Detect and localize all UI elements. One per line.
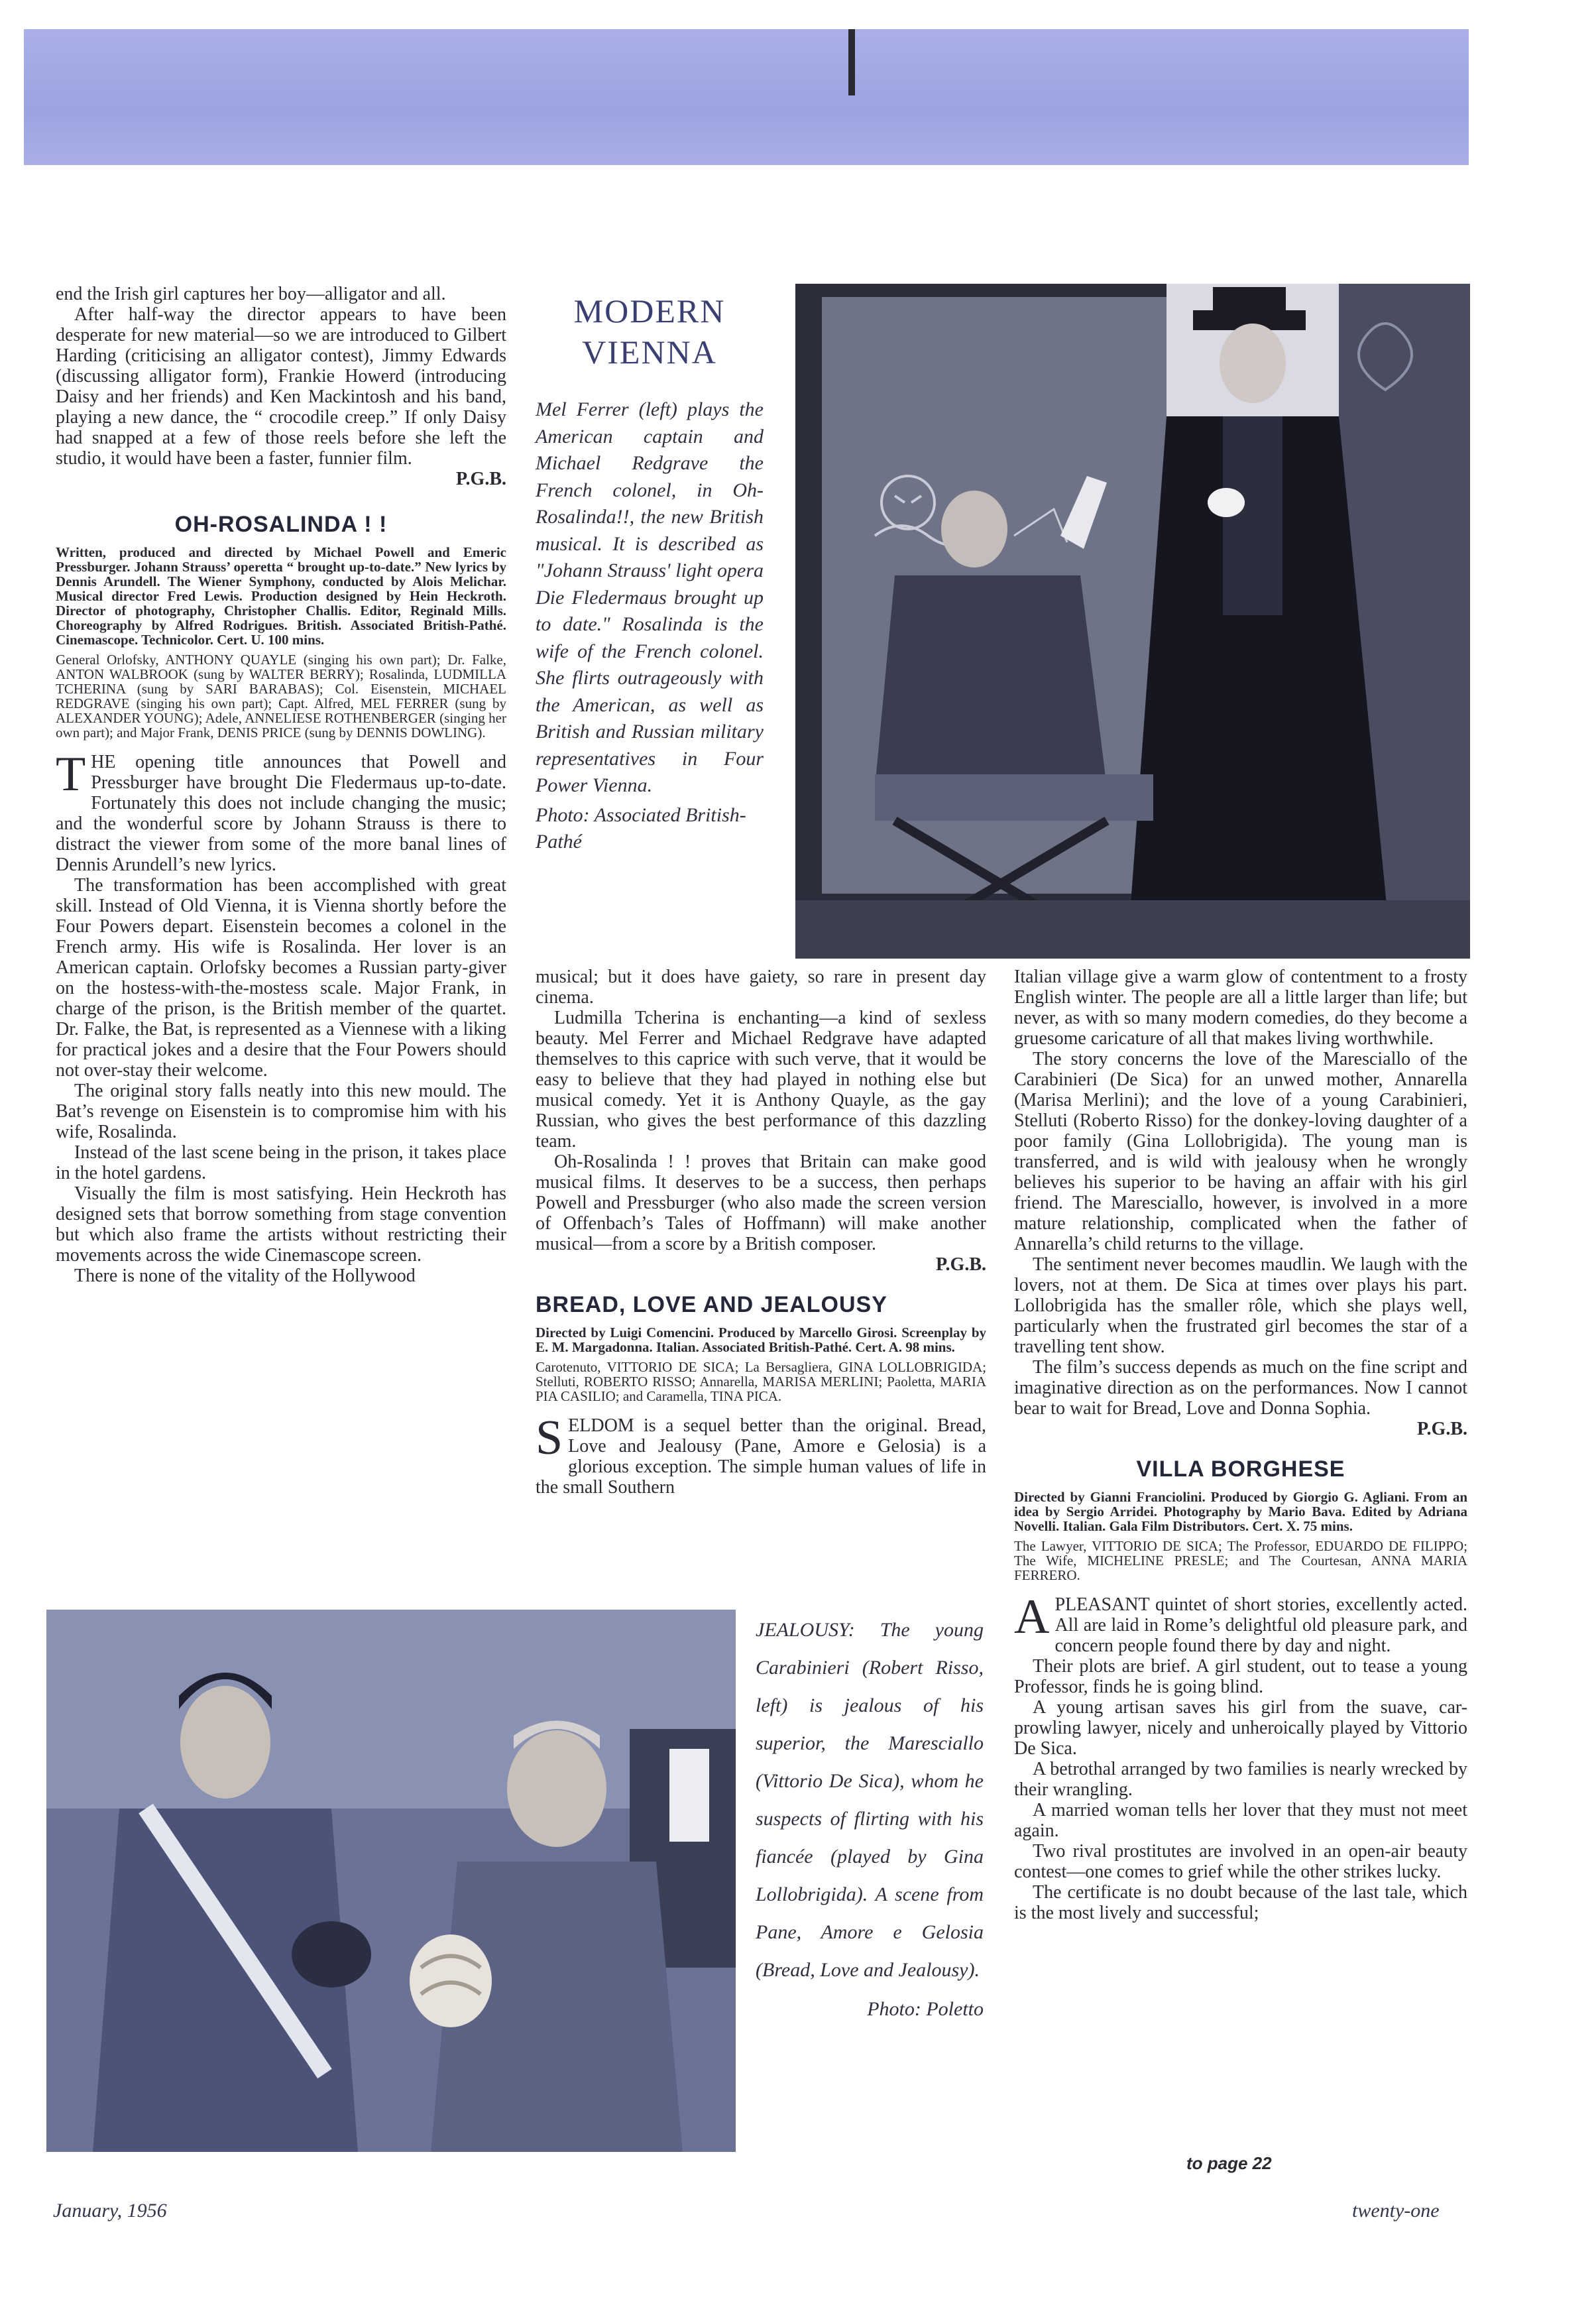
review-body-paragraph-4: Instead of the last scene being in the prison, it takes place in the hotel gardens. (56, 1142, 506, 1183)
villa-borghese-body-4: A betrothal arranged by two families is nearly wrecked by their wrangling. (1014, 1759, 1467, 1800)
col2-paragraph-3: Oh-Rosalinda ! ! proves that Britain can make good musical films. It deserves to be a success, then perhaps Powell and Pressburger (who also made the screen version of Offenbach’s Tales of Hoffmann) will make another musical—from a score by a British composer. (536, 1152, 986, 1254)
column-2 (536, 967, 986, 1498)
photo-illustration (46, 1610, 736, 2152)
col3-paragraph-2: The story concerns the love of the Maresciallo of the Carabinieri (De Sica) for an unwed mother, Annarella (Marisa Merlini); and the love of a young Carabinieri, Stelluti (Roberto Risso) for the donkey-loving daughter of a poor family (Gina Lollobrigida). The young man is transferred, and is wild with jealousy when he wrongly believes his superior to be having an affair with his girl friend. The Maresciallo, however, is involved in a more mature relationship, complicated when the father of Annarella’s child returns to the village. (1014, 1049, 1467, 1254)
bottom-photo-caption: JEALOUSY: The young Carabinieri (Robert Risso, left) is jealous of his superior, the Maresciallo (Vittorio De Sica), whom he suspects of flirting with his fiancée (played by Gina Lollobrigida). A scene from Pane, Amore e Gelosia (Bread, Love and Jealousy). Photo: Poletto (756, 1611, 984, 2028)
top-color-band (24, 29, 1469, 165)
review-body-paragraph-6: There is none of the vitality of the Hollywood (74, 1266, 416, 1286)
col2-paragraph-2: Ludmilla Tcherina is enchanting—a kind of sexless beauty. Mel Ferrer and Michael Redgrave have adapted themselves to this caprice with such verve, that it would be easy to believe that they had played in nothing else but musical comedy. Yet it is Anthony Quayle, as the gay Russian, who gives the best performance of this dazzling team. (536, 1008, 986, 1152)
cast-oh-rosalinda: General Orlofsky, ANTHONY QUAYLE (singing his own part); Dr. Falke, ANTON WALBROOK (sung by WALTER BERRY); Rosalinda, LUDMILLA TCHERINA (sung by SARI BARABAS); Col. Eisenstein, MICHAEL REDGRAVE (singing his own part); Capt. Alfred, MEL FERRER (sung by ALEXANDER YOUNG); Adele, ANNELIESE ROTHENBERGER (singing her own part); and Major Frank, DENIS PRICE (sung by DENNIS DOWLING). (56, 652, 506, 741)
dropcap: T (56, 747, 86, 801)
bread-love-body: SELDOM is a sequel better than the original. Bread, Love and Jealousy (Pane, Amore e Gelosia) is a glorious exception. The simple human values of life in the small Southern (536, 1411, 986, 1498)
col3-paragraph-1: Italian village give a warm glow of contentment to a frosty English winter. The people are all a little larger than life; but never, as with so many modern comedies, do they become a gruesome caricature of all that makes living worthwhile. (1014, 967, 1467, 1049)
review-title-oh-rosalinda: OH-ROSALINDA ! ! (174, 512, 388, 537)
band-mark (848, 29, 855, 95)
credits-oh-rosalinda: Written, produced and directed by Michael Powell and Emeric Pressburger. Johann Strauss’ operetta “ brought up-to-date.” New lyrics by Dennis Arundell. The Wiener Symphony, conducted by Alois Melichar. Musical director Fred Lewis. Production designed by Hein Heckroth. Director of photography, Christopher Challis. Editor, Reginald Mills. Choreography by Alfred Rodrigues. British. Associated British-Pathé. Cinemascope. Technicolor. Cert. U. 100 mins. (56, 544, 506, 648)
col2-paragraph-1: musical; but it does have gaiety, so rare in present day cinema. (536, 967, 986, 1008)
review-body-paragraph-2: The transformation has been accomplished with great skill. Instead of Old Vienna, it is Vienna shortly before the Four Powers depart. Eisenstein becomes a colonel in the French army. His wife is Rosalinda. Her lover is an American captain. Orlofsky becomes a Russian party-giver on the hostess-with-the-mostess scale. Major Frank, in charge of the prison, is the British member of the quartet. Dr. Falke, the Bat, is represented as a Viennese with a liking for practical jokes and a desire that the Four Powers should not over-stay their welcome. (56, 875, 506, 1081)
col3-paragraph-4: The film’s success depends as much on the fine script and imaginative direction as on the performances. Now I cannot bear to wait for Bread, Love and Donna Sophia. (1014, 1357, 1467, 1419)
villa-borghese-body-3: A young artisan saves his girl from the suave, car-prowling lawyer, nicely and unheroically played by Vittorio De Sica. (1014, 1697, 1467, 1759)
credits-bread-love-jealousy: Directed by Luigi Comencini. Produced by Marcello Girosi. Screenplay by E. M. Margadonna. Italian. Associated British-Pathé. Cert. A. 98 mins. (536, 1325, 986, 1355)
cast-bread-love-jealousy: Carotenuto, VITTORIO DE SICA; La Bersagliera, GINA LOLLOBRIGIDA; Stelluti, ROBERTO RISSO; Annarella, MARISA MERLINI; Paoletta, MARIA PIA CASILIO; and Caramella, TINA PICA. (536, 1359, 986, 1404)
column-3 (1014, 967, 1467, 1923)
review-body-paragraph-3: The original story falls neatly into this new mould. The Bat’s revenge on Eisenstein is to compromise him with his wife, Rosalinda. (56, 1081, 506, 1142)
photo-illustration (795, 284, 1470, 959)
continued-to-page: to page 22 (1186, 2153, 1272, 2173)
review-body-paragraph-5: Visually the film is most satisfying. Hein Heckroth has designed sets that borrow something from stage convention but which also frame the artists without restricting their movements across the wide Cinemascope screen. (56, 1183, 506, 1266)
review-title-villa-borghese: VILLA BORGHESE (1136, 1456, 1345, 1482)
bottom-photo-credit: Photo: Poletto (867, 1998, 984, 2020)
intro-paragraph-1: end the Irish girl captures her boy—alligator and all. (56, 284, 446, 304)
footer-date: January, 1956 (53, 2200, 167, 2222)
column-1 (56, 284, 506, 1286)
review-title-bread-love-jealousy: BREAD, LOVE AND JEALOUSY (536, 1292, 887, 1317)
sidebar-photo-credit: Photo: Associated British-Pathé (536, 803, 746, 853)
footer-page-number: twenty-one (1352, 2200, 1440, 2222)
credits-villa-borghese: Directed by Gianni Franciolini. Produced by Giorgio G. Agliani. From an idea by Sergio Arridei. Photography by Mario Bava. Edited by Adriana Novelli. Italian. Gala Film Distributors. Cert. X. 75 mins. (1014, 1489, 1467, 1534)
sidebar-caption: Mel Ferrer (left) plays the American captain and Michael Redgrave the French colonel, in Oh-Rosalinda!!, the new British musical. It is described as "Johann Strauss' light opera Die Fledermaus brought up to date." Rosalinda is the wife of the French colonel. She flirts outrageously with the American, as well as British and Russian military representatives in Four Power Vienna. Photo: Associated British-Pathé (536, 396, 764, 856)
intro-paragraph-2: After half-way the director appears to have been desperate for new material—so we are introduced to Gilbert Harding (criticising an alligator contest), Jimmy Edwards (discussing alligator form), Frankie Howerd (introducing Daisy and her friends) and Ken Mackintosh and his band, playing a new dance, the “ crocodile creep.” If only Daisy had snapped at a few of those reels before she left the studio, it would have been a faster, funnier film. (56, 304, 506, 469)
sidebar-title: MODERN VIENNA (573, 292, 726, 371)
photo-oh-rosalinda-still (795, 284, 1470, 959)
dropcap: S (536, 1411, 563, 1465)
dropcap: A (1014, 1590, 1050, 1644)
villa-borghese-body-2: Their plots are brief. A girl student, out to tease a young Professor, finds he is going blind. (1014, 1656, 1467, 1697)
col2-signature: P.G.B. (936, 1254, 986, 1275)
villa-borghese-body-7: The certificate is no doubt because of the last tale, which is the most lively and successful; (1014, 1882, 1467, 1923)
review-body-paragraph-1: THE opening title announces that Powell and Pressburger have brought Die Fledermaus up-to-date. Fortunately this does not include changing the music; and the wonderful score by Johann Strauss is there to distract the viewer from some of the more banal lines of Dennis Arundell’s new lyrics. (56, 747, 506, 875)
cast-villa-borghese: The Lawyer, VITTORIO DE SICA; The Professor, EDUARDO DE FILIPPO; The Wife, MICHELINE PRESLE; and The Courtesan, ANNA MARIA FERRERO. (1014, 1538, 1467, 1583)
col3-signature: P.G.B. (1417, 1419, 1467, 1439)
intro-signature: P.G.B. (456, 469, 506, 489)
villa-borghese-body-5: A married woman tells her lover that they must not meet again. (1014, 1800, 1467, 1841)
villa-borghese-body-6: Two rival prostitutes are involved in an open-air beauty contest—one comes to grief while the other strikes lucky. (1014, 1841, 1467, 1882)
photo-bread-love-jealousy-still (46, 1610, 736, 2152)
col3-paragraph-3: The sentiment never becomes maudlin. We laugh with the lovers, not at them. De Sica at times over plays his part. Lollobrigida has the smaller rôle, which she plays well, particularly when the frustrated girl becomes the star of a travelling tent show. (1014, 1254, 1467, 1357)
villa-borghese-body-1: APLEASANT quintet of short stories, excellently acted. All are laid in Rome’s delightful old pleasure park, and concern people found there by day and night. (1014, 1590, 1467, 1656)
